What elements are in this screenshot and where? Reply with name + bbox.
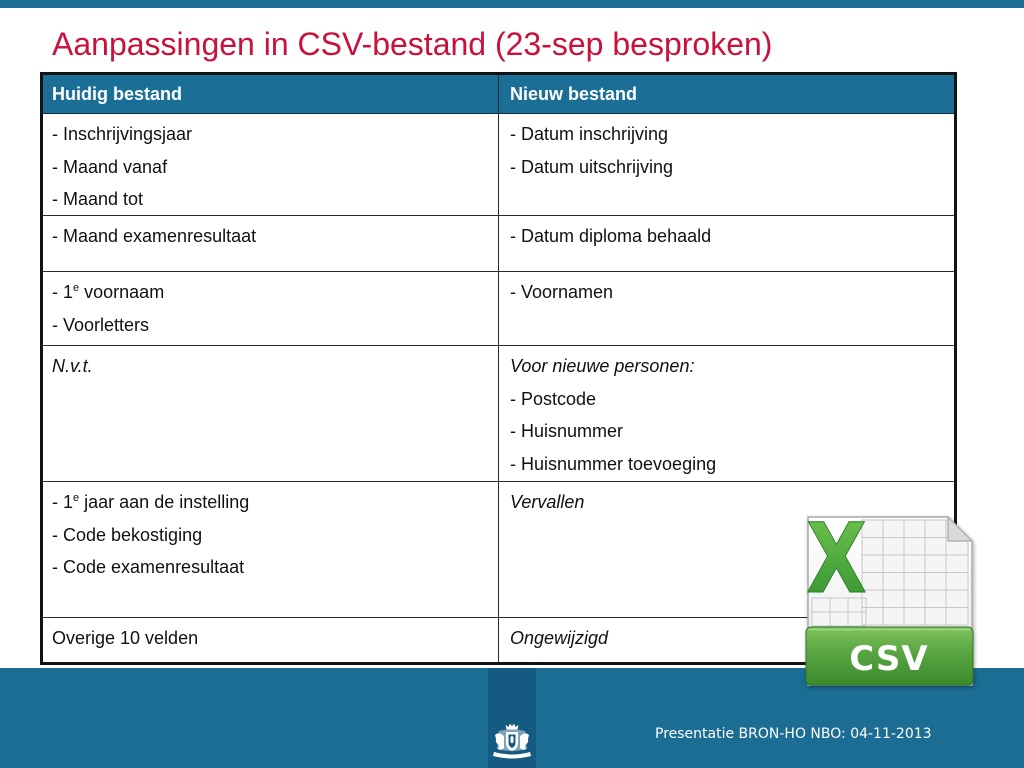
top-accent-bar [0,0,1024,8]
table-cell-new [499,114,954,216]
table-cell-current [43,216,499,272]
cell-line: - Voornamen [510,282,614,302]
table-cell-current [43,272,499,346]
footer-presentation-label: Presentatie BRON-HO NBO: 04-11-2013 [655,726,932,742]
cell-line-italic: Voor nieuwe personen: [510,356,695,376]
cell-line: - Datum diploma behaald [510,226,712,246]
cell-line: - Code examenresultaat [52,557,245,577]
folded-corner [948,517,972,541]
logo-ribbon-band [488,668,536,768]
table-cell-current [43,346,499,482]
cell-line: Overige 10 velden [52,628,199,648]
csv-file-icon [802,513,978,691]
cell-line: - Huisnummer [510,421,624,441]
ordinal-superscript: e [73,282,80,294]
csv-label: CSV [849,639,929,679]
cell-line-text: voornaam [79,282,165,302]
table-cell-new [499,216,954,272]
cell-line: - Inschrijvingsjaar [52,124,193,144]
cell-line-text: jaar aan de instelling [79,492,250,512]
csv-icon-body [806,513,973,685]
cell-line: - Postcode [510,388,597,409]
cell-line: - Code bekostiging [52,524,203,545]
column-header-new-file [499,75,954,114]
cell-line [52,486,492,519]
x-letter: X [806,513,867,615]
cell-line: - Maand examenresultaat [52,226,257,246]
cell-line-italic: Vervallen [510,492,585,512]
cell-line: - Datum uitschrijving [510,156,674,177]
cell-line [52,276,492,309]
column-header-current-file [43,75,499,114]
cell-line: - Datum inschrijving [510,124,669,144]
table-cell-new [499,346,954,482]
column-header-label: Nieuw bestand [510,84,638,104]
ordinal-superscript: e [73,492,80,504]
table-cell-current [43,618,499,662]
table-cell-current [43,114,499,216]
cell-line-italic: N.v.t. [52,356,93,376]
cell-line: - Huisnummer toevoeging [510,453,717,474]
cell-line: - Maand vanaf [52,156,168,177]
cell-line-text: - 1 [52,282,74,302]
cell-line-text: - 1 [52,492,74,512]
cell-line-italic: Ongewijzigd [510,628,609,648]
slide-title: Aanpassingen in CSV-bestand (23-sep besproken) [52,26,773,62]
table-cell-current [43,482,499,618]
cell-line: - Maand tot [52,189,144,209]
cell-line: - Voorletters [52,314,150,335]
column-header-label: Huidig bestand [52,84,182,104]
coat-of-arms-logo [490,722,534,760]
table-cell-new [499,272,954,346]
